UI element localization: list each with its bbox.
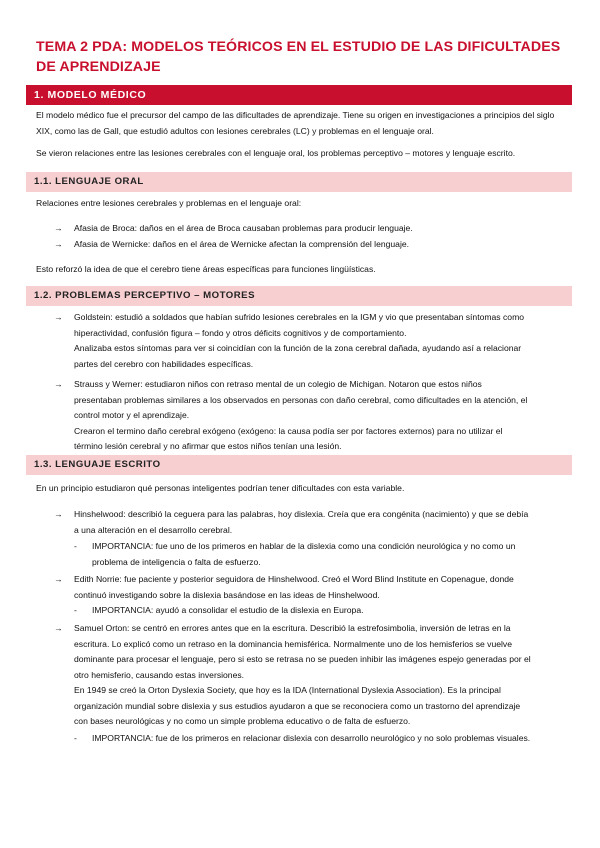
text-line: Crearon el termino daño cerebral exógeno (exógeno: la causa podía ser por factores externos) para no utilizar el (74, 425, 503, 436)
text-line: problema de inteligencia o falta de esfuerzo. (92, 556, 261, 567)
subsection-heading-lenguaje-escrito: 1.3. LENGUAJE ESCRITO (26, 455, 572, 475)
list-item-text (54, 377, 568, 455)
arrow-bullet-icon: → (54, 574, 63, 584)
text-line: escritura. Lo explicó como un retraso en la dominancia hemisférica. Normalmente uno de los hemisferios se vuelve (74, 638, 513, 649)
list-item-afasia-wernicke (54, 237, 568, 253)
subsection-heading-lenguaje-oral: 1.1. LENGUAJE ORAL (26, 172, 572, 192)
paragraph-modelo-medico-intro: El modelo médico fue el precursor del campo de las dificultades de aprendizaje. Tiene su origen en investigaciones a principios del siglo XIX, como las de Gall, que estudió adultos con lesiones cerebrales (LC) y problemas en el lenguaje oral. (36, 110, 555, 136)
text-line: Hinshelwood: describió la ceguera para las palabras, hoy dislexia. Creía que era congénita (nacimiento) y que se debía (74, 509, 529, 519)
paragraph-lenguaje-oral-outro: Esto reforzó la idea de que el cerebro tiene áreas específicas para funciones lingüísticas. (36, 264, 376, 274)
sub-item-text: IMPORTANCIA: fue de los primeros en relacionar dislexia con desarrollo neurológico y no solo problemas visuales. (92, 733, 531, 743)
arrow-bullet-icon: → (54, 379, 63, 389)
text-line: Strauss y Werner: estudiaron niños con retraso mental de un colegio de Michigan. Notaron que estos niños (74, 379, 482, 389)
text-line: partes del cerebro con habilidades específicas. (74, 358, 254, 369)
subsection-heading-problemas-perceptivo-motores: 1.2. PROBLEMAS PERCEPTIVO – MOTORES (26, 286, 572, 306)
text-line: En 1949 se creó la Orton Dyslexia Society, que hoy es la IDA (International Dyslexia Association). Es la principal (74, 685, 501, 695)
text-line: control motor y el aprendizaje. (74, 410, 190, 420)
list-item-text: Afasia de Broca: daños en el área de Broca causaban problemas para producir lenguaje. (74, 223, 413, 233)
arrow-bullet-icon: → (54, 623, 63, 633)
list-item-text (54, 621, 568, 730)
text-line: otro hemisferio, causando estas inversiones. (74, 669, 245, 680)
list-item-hinshelwood (54, 507, 568, 538)
list-item-strauss-werner (54, 377, 568, 455)
text-line: continuó investigando sobre la dislexia basándose en las ideas de Hinshelwood. (74, 589, 380, 600)
list-item-text (54, 310, 568, 372)
text-line: presentaban problemas similares a los observados en personas con daño cerebral, como dificultades en la atención, el (74, 394, 528, 405)
sub-item-norrie-importancia (74, 603, 568, 619)
text-line: organización mundial sobre dislexia y sus estudios ayudaron a que se reconociera como un trastorno del aprendizaje (74, 700, 521, 711)
list-item-samuel-orton (54, 621, 568, 730)
arrow-bullet-icon: → (54, 223, 63, 233)
text-line: hiperactividad, confusión figura – fondo y otros déficits cognitivos y de comportamiento. (74, 327, 407, 338)
section-heading-modelo-medico: 1. MODELO MÉDICO (26, 85, 572, 105)
list-item-text: Afasia de Wernicke: daños en el área de Wernicke afectan la comprensión del lenguaje. (74, 239, 410, 249)
text-line: Goldstein: estudió a soldados que habían sufrido lesiones cerebrales en la IGM y vio que presentaban síntomas como (74, 312, 525, 322)
arrow-bullet-icon: → (54, 509, 63, 519)
list-item-afasia-broca (54, 221, 568, 237)
dash-bullet-icon: - (74, 733, 77, 743)
list-item-goldstein (54, 310, 568, 372)
arrow-bullet-icon: → (54, 239, 63, 249)
dash-bullet-icon: - (74, 605, 77, 615)
list-item-text (54, 507, 568, 538)
text-line: con bases neurológicas y no como un simple problema educativo o de falta de esfuerzo. (74, 716, 411, 726)
paragraph-lenguaje-escrito-intro: En un principio estudiaron qué personas inteligentes podrían tener dificultades con esta variable. (36, 483, 405, 493)
paragraph-lenguaje-oral-intro: Relaciones entre lesiones cerebrales y problemas en el lenguaje oral: (36, 198, 302, 208)
list-item-text (54, 572, 568, 603)
sub-item-text (74, 539, 568, 570)
sub-item-orton-importancia (74, 731, 568, 747)
document-title: TEMA 2 PDA: MODELOS TEÓRICOS EN EL ESTUDIO DE LAS DIFICULTADES DE APRENDIZAJE (36, 39, 561, 75)
text-line: IMPORTANCIA: fue uno de los primeros en hablar de la dislexia como una condición neurológica y no como un (92, 541, 516, 551)
sub-item-hinshelwood-importancia (74, 539, 568, 570)
text-line: dominante para procesar el lenguaje, pero si esto se retrasa no se pueden inhibir las imágenes espejo generadas por el (74, 654, 531, 664)
dash-bullet-icon: - (74, 541, 77, 551)
text-line: término lesión cerebral y no afirmar que estos niños tenían una lesión. (74, 441, 342, 451)
sub-item-text: IMPORTANCIA: ayudó a consolidar el estudio de la dislexia en Europa. (92, 605, 364, 615)
paragraph-modelo-medico-relaciones: Se vieron relaciones entre las lesiones cerebrales con el lenguaje oral, los problemas perceptivo – motores y lenguaje escrito. (36, 148, 516, 158)
text-line: a una alteración en el desarrollo cerebral. (74, 524, 233, 535)
list-item-edith-norrie (54, 572, 568, 603)
text-line: Edith Norrie: fue paciente y posterior seguidora de Hinshelwood. Creó el Word Blind Institute en Copenague, donde (74, 574, 514, 584)
text-line: Samuel Orton: se centró en errores antes que en la escritura. Describió la estrefosimbolia, inversión de letras en la (74, 623, 511, 633)
arrow-bullet-icon: → (54, 312, 63, 322)
text-line: Analizaba estos síntomas para ver si coincidían con la función de la zona cerebral dañada, ayudando así a relacionar (74, 343, 522, 353)
